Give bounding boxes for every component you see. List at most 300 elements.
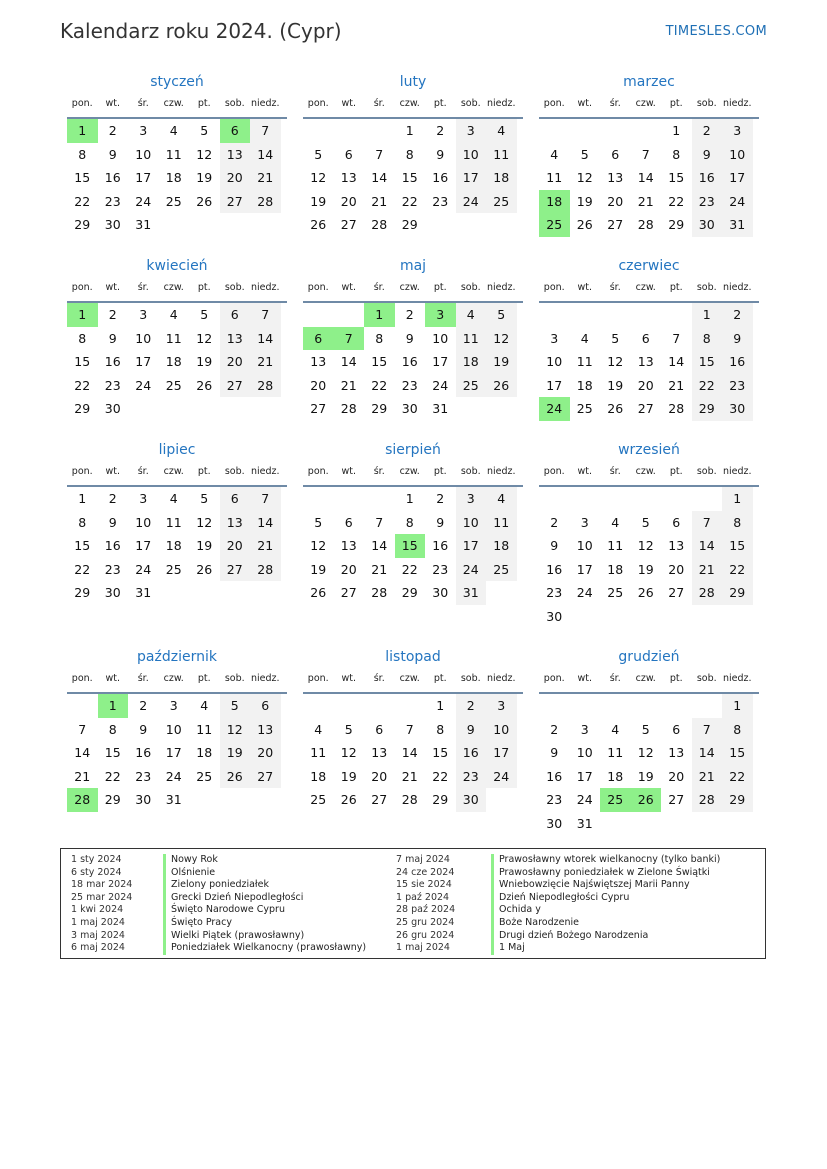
- empty-cell: [303, 119, 334, 143]
- empty-cell: [661, 303, 692, 327]
- day-cell: 16: [546, 561, 563, 577]
- legend-date: 6 maj 2024: [71, 942, 125, 954]
- weekday-label: czw.: [163, 466, 184, 477]
- day-cell: 4: [169, 491, 178, 506]
- day-cell: 27: [340, 585, 357, 600]
- day-cell: 2: [722, 303, 753, 327]
- day-cell: 29: [74, 217, 91, 232]
- day-cell: 6: [344, 514, 353, 530]
- empty-cell: [220, 581, 251, 605]
- weekday-label: czw.: [399, 466, 420, 477]
- day-cell: 26: [637, 585, 654, 600]
- day-cell: 30: [456, 788, 487, 812]
- day-cell: 1: [67, 303, 98, 327]
- legend-date: 26 gru 2024: [396, 929, 455, 941]
- day-cell: 22: [371, 377, 388, 393]
- day-cell: 19: [486, 350, 517, 374]
- day-cell: 18: [456, 350, 487, 374]
- day-cell: 25: [165, 193, 182, 209]
- weekday-label: niedz.: [250, 673, 280, 684]
- day-cell: 20: [310, 377, 327, 393]
- day-cell: 15: [74, 538, 91, 553]
- day-cell: 22: [104, 768, 121, 784]
- day-cell: 19: [310, 561, 327, 577]
- empty-cell: [486, 397, 517, 421]
- weekday-label: czw.: [635, 282, 656, 293]
- month-block: [303, 72, 523, 237]
- day-cell: 21: [250, 166, 281, 190]
- month-block: [67, 256, 287, 421]
- empty-cell: [250, 213, 281, 237]
- weekday-label: śr.: [137, 98, 149, 109]
- day-cell: 5: [314, 146, 323, 162]
- weekday-label: czw.: [163, 98, 184, 109]
- day-cell: 2: [550, 514, 559, 530]
- weekday-label: wt.: [577, 282, 592, 293]
- day-cell: 30: [546, 815, 563, 831]
- site-link[interactable]: TIMESLES.COM: [665, 24, 767, 39]
- day-cell: 31: [432, 401, 449, 416]
- day-cell: 4: [314, 721, 323, 737]
- day-cell: 9: [550, 538, 559, 553]
- day-cell: 10: [576, 538, 593, 553]
- day-cell: 3: [169, 698, 178, 713]
- weekday-label: niedz.: [486, 282, 516, 293]
- day-cell: 27: [668, 585, 685, 600]
- day-cell: 28: [692, 581, 723, 605]
- day-cell: 20: [340, 193, 357, 209]
- day-cell: 12: [607, 354, 624, 369]
- empty-cell: [600, 303, 631, 327]
- weekday-label: sob.: [224, 98, 245, 109]
- day-cell: 7: [692, 511, 723, 535]
- empty-cell: [334, 303, 365, 327]
- day-cell: 31: [456, 581, 487, 605]
- weekday-label: wt.: [341, 282, 356, 293]
- day-cell: 14: [371, 170, 388, 185]
- day-cell: 8: [722, 718, 753, 742]
- day-cell: 10: [486, 718, 517, 742]
- day-cell: 29: [668, 217, 685, 232]
- weekday-label: sob.: [224, 282, 245, 293]
- empty-cell: [128, 397, 159, 421]
- day-cell: 6: [220, 487, 251, 511]
- day-cell: 9: [108, 330, 117, 346]
- day-cell: 4: [486, 487, 517, 511]
- month-name: luty: [399, 74, 427, 90]
- day-cell: 8: [78, 514, 87, 530]
- month-name: lipiec: [158, 442, 196, 458]
- weekday-label: sob.: [224, 466, 245, 477]
- weekday-label: sob.: [460, 98, 481, 109]
- day-cell: 31: [135, 217, 152, 232]
- legend-date: 28 paź 2024: [396, 904, 456, 916]
- day-grid: [67, 694, 287, 812]
- month-block: [303, 647, 523, 812]
- day-cell: 4: [200, 698, 209, 713]
- day-cell: 18: [607, 561, 624, 577]
- weekday-label: sob.: [460, 673, 481, 684]
- weekday-label: czw.: [399, 98, 420, 109]
- page-title: Kalendarz roku 2024. (Cypr): [60, 19, 342, 43]
- day-cell: 12: [637, 745, 654, 760]
- weekday-label: pon.: [307, 98, 329, 109]
- day-cell: 31: [722, 213, 753, 237]
- day-cell: 5: [200, 307, 209, 322]
- weekday-label: czw.: [399, 282, 420, 293]
- day-cell: 28: [401, 792, 418, 807]
- day-cell: 27: [220, 374, 251, 398]
- day-cell: 26: [196, 561, 213, 577]
- day-cell: 3: [425, 303, 456, 327]
- weekday-label: niedz.: [722, 466, 752, 477]
- empty-cell: [364, 694, 395, 718]
- empty-cell: [456, 213, 487, 237]
- weekday-label: czw.: [163, 282, 184, 293]
- day-cell: 24: [456, 558, 487, 582]
- day-cell: 15: [104, 745, 121, 760]
- day-cell: 9: [108, 514, 117, 530]
- weekday-label: śr.: [609, 98, 621, 109]
- weekday-label: śr.: [373, 673, 385, 684]
- legend-date: 1 kwi 2024: [71, 904, 124, 916]
- day-cell: 8: [405, 514, 414, 530]
- day-cell: 15: [722, 534, 753, 558]
- empty-cell: [189, 788, 220, 812]
- day-cell: 29: [74, 401, 91, 416]
- day-cell: 21: [250, 534, 281, 558]
- legend-holiday-name: Drugi dzień Bożego Narodzenia: [499, 929, 649, 941]
- day-cell: 11: [310, 745, 327, 760]
- month-name: czerwiec: [618, 258, 680, 274]
- empty-cell: [189, 213, 220, 237]
- empty-cell: [661, 487, 692, 511]
- day-cell: 16: [692, 166, 723, 190]
- day-cell: 17: [576, 768, 593, 784]
- day-cell: 25: [196, 768, 213, 784]
- day-cell: 29: [432, 792, 449, 807]
- weekday-header: [303, 95, 523, 119]
- day-cell: 6: [344, 146, 353, 162]
- day-cell: 21: [692, 558, 723, 582]
- day-cell: 2: [436, 123, 445, 138]
- day-cell: 22: [401, 193, 418, 209]
- weekday-label: pt.: [433, 673, 447, 684]
- day-cell: 9: [436, 146, 445, 162]
- empty-cell: [250, 581, 281, 605]
- weekday-label: sob.: [696, 282, 717, 293]
- weekday-label: śr.: [373, 98, 385, 109]
- weekday-header: [67, 279, 287, 303]
- empty-cell: [661, 812, 692, 836]
- day-cell: 23: [546, 585, 563, 600]
- day-cell: 9: [722, 327, 753, 351]
- day-cell: 11: [165, 330, 182, 346]
- empty-cell: [722, 812, 753, 836]
- day-cell: 22: [432, 768, 449, 784]
- month-name: grudzień: [618, 649, 680, 665]
- day-cell: 26: [631, 788, 662, 812]
- weekday-label: pt.: [197, 466, 211, 477]
- day-cell: 11: [486, 143, 517, 167]
- empty-cell: [220, 788, 251, 812]
- legend-date: 1 sty 2024: [71, 854, 122, 865]
- day-cell: 9: [456, 718, 487, 742]
- day-cell: 12: [576, 170, 593, 185]
- day-cell: 5: [611, 330, 620, 346]
- day-cell: 1: [364, 303, 395, 327]
- day-cell: 1: [672, 123, 681, 138]
- legend-right-names: [491, 854, 720, 955]
- weekday-label: śr.: [609, 282, 621, 293]
- empty-cell: [364, 487, 395, 511]
- day-cell: 24: [165, 768, 182, 784]
- day-cell: 22: [722, 558, 753, 582]
- day-cell: 24: [576, 792, 593, 807]
- day-cell: 22: [74, 561, 91, 577]
- weekday-label: czw.: [635, 466, 656, 477]
- empty-cell: [189, 581, 220, 605]
- day-cell: 29: [104, 792, 121, 807]
- weekday-label: niedz.: [250, 282, 280, 293]
- day-cell: 25: [486, 558, 517, 582]
- day-cell: 7: [334, 327, 365, 351]
- day-cell: 1: [405, 123, 414, 138]
- day-cell: 19: [576, 193, 593, 209]
- day-cell: 17: [135, 170, 152, 185]
- month-block: [539, 647, 759, 835]
- day-cell: 14: [74, 745, 91, 760]
- day-cell: 6: [672, 514, 681, 530]
- day-cell: 29: [692, 397, 723, 421]
- legend-holiday-name: Zielony poniedziałek: [171, 879, 269, 891]
- day-cell: 22: [74, 193, 91, 209]
- day-cell: 14: [668, 354, 685, 369]
- month-block: [67, 72, 287, 237]
- day-cell: 3: [580, 514, 589, 530]
- day-cell: 23: [722, 374, 753, 398]
- month-name: listopad: [385, 649, 441, 665]
- day-cell: 7: [672, 330, 681, 346]
- empty-cell: [395, 694, 426, 718]
- day-cell: 2: [436, 491, 445, 506]
- day-cell: 22: [692, 374, 723, 398]
- day-cell: 12: [310, 538, 327, 553]
- day-cell: 14: [250, 143, 281, 167]
- day-cell: 24: [486, 765, 517, 789]
- day-cell: 18: [607, 768, 624, 784]
- day-cell: 8: [405, 146, 414, 162]
- weekday-label: pon.: [71, 282, 93, 293]
- day-cell: 25: [539, 213, 570, 237]
- day-cell: 18: [486, 166, 517, 190]
- day-cell: 12: [196, 514, 213, 530]
- day-cell: 8: [722, 511, 753, 535]
- day-cell: 9: [436, 514, 445, 530]
- day-cell: 13: [607, 170, 624, 185]
- day-cell: 27: [637, 401, 654, 416]
- day-cell: 24: [432, 377, 449, 393]
- weekday-label: pon.: [543, 98, 565, 109]
- day-cell: 20: [668, 561, 685, 577]
- day-cell: 9: [108, 146, 117, 162]
- day-cell: 7: [250, 119, 281, 143]
- day-grid: [539, 303, 759, 421]
- empty-cell: [334, 119, 365, 143]
- day-cell: 12: [340, 745, 357, 760]
- day-cell: 18: [165, 354, 182, 369]
- empty-cell: [570, 605, 601, 629]
- day-cell: 10: [165, 721, 182, 737]
- day-cell: 3: [550, 330, 559, 346]
- day-cell: 2: [456, 694, 487, 718]
- legend-date: 1 maj 2024: [71, 916, 125, 928]
- weekday-label: pt.: [197, 282, 211, 293]
- legend-date: 15 sie 2024: [396, 879, 452, 891]
- day-cell: 16: [722, 350, 753, 374]
- day-cell: 19: [340, 768, 357, 784]
- day-cell: 24: [135, 193, 152, 209]
- month-name: październik: [137, 649, 217, 665]
- day-grid: [303, 303, 523, 421]
- weekday-label: niedz.: [250, 466, 280, 477]
- day-cell: 14: [401, 745, 418, 760]
- weekday-label: pon.: [307, 282, 329, 293]
- day-grid: [67, 119, 287, 237]
- legend-holiday-name: Wielki Piątek (prawosławny): [171, 929, 305, 941]
- day-cell: 1: [78, 491, 87, 506]
- day-cell: 9: [139, 721, 148, 737]
- day-cell: 17: [165, 745, 182, 760]
- weekday-label: wt.: [105, 466, 120, 477]
- day-cell: 10: [456, 143, 487, 167]
- empty-cell: [456, 397, 487, 421]
- weekday-label: pon.: [543, 673, 565, 684]
- day-cell: 12: [220, 718, 251, 742]
- day-cell: 11: [196, 721, 213, 737]
- day-cell: 2: [139, 698, 148, 713]
- holiday-legend: [60, 848, 766, 959]
- day-cell: 10: [432, 330, 449, 346]
- day-cell: 14: [637, 170, 654, 185]
- month-name: kwiecień: [146, 258, 208, 274]
- weekday-label: niedz.: [486, 466, 516, 477]
- weekday-label: czw.: [635, 673, 656, 684]
- legend-date: 1 maj 2024: [396, 942, 450, 954]
- day-cell: 14: [250, 511, 281, 535]
- day-cell: 4: [611, 721, 620, 737]
- weekday-label: niedz.: [250, 98, 280, 109]
- weekday-label: pon.: [71, 673, 93, 684]
- weekday-header: [67, 95, 287, 119]
- day-cell: 2: [550, 721, 559, 737]
- day-cell: 20: [220, 534, 251, 558]
- day-cell: 20: [250, 741, 281, 765]
- month-name: marzec: [623, 74, 675, 90]
- day-cell: 23: [104, 377, 121, 393]
- day-cell: 8: [692, 327, 723, 351]
- day-cell: 22: [668, 193, 685, 209]
- day-cell: 16: [456, 741, 487, 765]
- empty-cell: [692, 812, 723, 836]
- day-cell: 21: [692, 765, 723, 789]
- day-cell: 17: [722, 166, 753, 190]
- day-cell: 19: [310, 193, 327, 209]
- weekday-label: wt.: [341, 98, 356, 109]
- day-cell: 29: [74, 585, 91, 600]
- day-cell: 30: [722, 397, 753, 421]
- day-cell: 7: [692, 718, 723, 742]
- day-cell: 27: [220, 190, 251, 214]
- day-cell: 24: [135, 561, 152, 577]
- legend-right-dates: [396, 854, 455, 955]
- day-cell: 1: [722, 694, 753, 718]
- day-cell: 30: [692, 213, 723, 237]
- day-cell: 5: [486, 303, 517, 327]
- day-cell: 10: [135, 146, 152, 162]
- empty-cell: [570, 303, 601, 327]
- day-cell: 29: [371, 401, 388, 416]
- legend-date: 25 mar 2024: [71, 891, 133, 903]
- day-cell: 7: [250, 487, 281, 511]
- day-cell: 1: [405, 491, 414, 506]
- day-cell: 16: [546, 768, 563, 784]
- day-cell: 26: [486, 374, 517, 398]
- day-cell: 25: [600, 788, 631, 812]
- day-cell: 8: [436, 721, 445, 737]
- day-cell: 2: [108, 307, 117, 322]
- day-cell: 27: [607, 217, 624, 232]
- day-cell: 20: [668, 768, 685, 784]
- legend-date: 1 paź 2024: [396, 891, 450, 903]
- weekday-label: wt.: [577, 466, 592, 477]
- day-cell: 15: [74, 354, 91, 369]
- day-cell: 2: [405, 307, 414, 322]
- day-cell: 21: [371, 193, 388, 209]
- day-cell: 15: [74, 170, 91, 185]
- day-cell: 6: [220, 303, 251, 327]
- day-cell: 7: [405, 721, 414, 737]
- month-name: wrzesień: [618, 442, 680, 458]
- day-cell: 12: [196, 146, 213, 162]
- weekday-header: [539, 279, 759, 303]
- day-cell: 10: [722, 143, 753, 167]
- day-cell: 16: [104, 354, 121, 369]
- empty-cell: [303, 487, 334, 511]
- day-cell: 13: [220, 327, 251, 351]
- day-cell: 7: [78, 721, 87, 737]
- day-cell: 6: [250, 694, 281, 718]
- day-cell: 18: [576, 377, 593, 393]
- day-cell: 25: [607, 585, 624, 600]
- weekday-header: [539, 670, 759, 694]
- day-cell: 10: [456, 511, 487, 535]
- day-cell: 4: [611, 514, 620, 530]
- day-cell: 21: [371, 561, 388, 577]
- day-cell: 6: [303, 327, 334, 351]
- day-cell: 13: [668, 538, 685, 553]
- empty-cell: [334, 694, 365, 718]
- day-cell: 3: [139, 123, 148, 138]
- day-cell: 30: [432, 585, 449, 600]
- day-cell: 12: [486, 327, 517, 351]
- weekday-header: [67, 670, 287, 694]
- day-cell: 25: [165, 561, 182, 577]
- day-cell: 4: [486, 119, 517, 143]
- legend-left-names: [163, 854, 366, 955]
- day-cell: 2: [692, 119, 723, 143]
- day-cell: 30: [104, 401, 121, 416]
